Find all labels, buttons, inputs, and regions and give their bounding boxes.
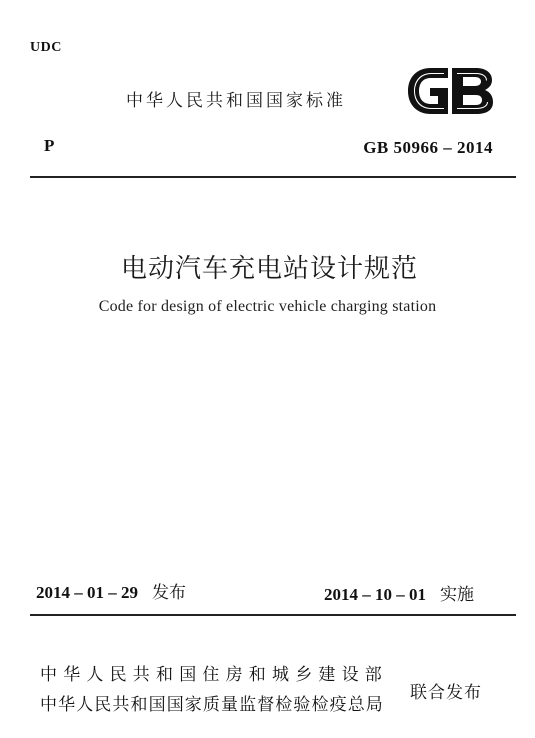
- issue-date: 2014 – 01 – 29: [36, 583, 138, 602]
- bottom-divider: [30, 614, 516, 616]
- top-divider: [30, 176, 516, 178]
- issue-label: 发布: [152, 583, 186, 603]
- publisher-aqsiq: 中华人民共和国国家质量监督检验检疫总局: [40, 695, 384, 715]
- issue-date-line: [36, 578, 186, 603]
- title-chinese: 电动汽车充电站设计规范: [120, 254, 418, 284]
- joint-release-label: 联合发布: [410, 683, 482, 703]
- standard-number: GB 50966 – 2014: [363, 138, 493, 157]
- implement-date-line: [324, 580, 474, 605]
- udc-label: UDC: [30, 40, 62, 55]
- publisher-ministry: 中华人民共和国住房和城乡建设部: [40, 665, 388, 685]
- title-english: Code for design of electric vehicle charging station: [98, 298, 437, 315]
- implement-date: 2014 – 10 – 01: [324, 585, 426, 604]
- implement-label: 实施: [440, 585, 474, 605]
- standard-type: 中华人民共和国国家标准: [126, 91, 346, 111]
- gb-logo-icon: [400, 64, 496, 118]
- category-code: P: [44, 136, 55, 155]
